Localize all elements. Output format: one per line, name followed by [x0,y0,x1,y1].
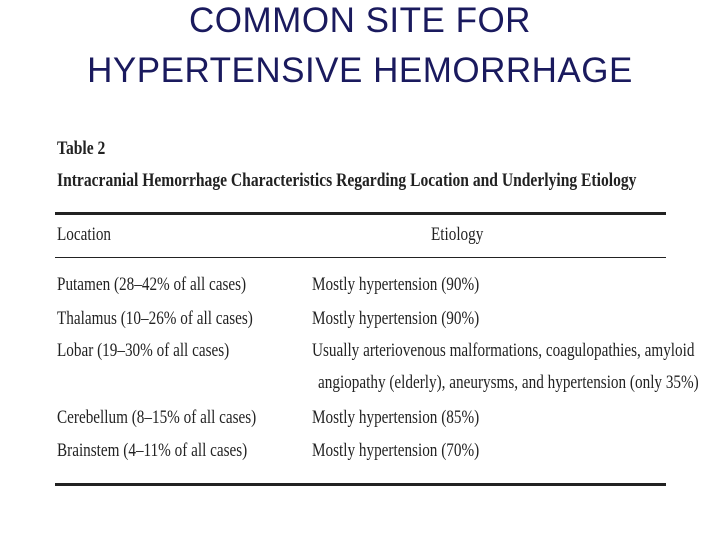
table-bottom-rule [55,483,666,486]
table-label: Table 2 [57,138,106,159]
column-header-location: Location [57,224,112,245]
row-2-location: Thalamus (10–26% of all cases) [57,308,253,329]
row-3-etiology-line-2: angiopathy (elderly), aneurysms, and hypertension (only 35%) [318,372,699,393]
row-4-location: Cerebellum (8–15% of all cases) [57,407,257,428]
slide-title-line-1: COMMON SITE FOR [189,1,531,40]
row-1-location: Putamen (28–42% of all cases) [57,274,247,295]
row-3-location: Lobar (19–30% of all cases) [57,340,230,361]
table-figure [55,136,699,486]
table-top-rule [55,212,666,215]
column-header-etiology: Etiology [431,224,484,245]
row-3-etiology-line-1: Usually arteriovenous malformations, coagulopathies, amyloid [312,340,695,361]
slide-title-line-2: HYPERTENSIVE HEMORRHAGE [87,51,633,90]
row-5-location: Brainstem (4–11% of all cases) [57,440,248,461]
table-header-rule [55,257,666,258]
table-caption: Intracranial Hemorrhage Characteristics Regarding Location and Underlying Etiology [57,170,637,191]
row-4-etiology: Mostly hypertension (85%) [312,407,480,428]
row-2-etiology: Mostly hypertension (90%) [312,308,480,329]
row-5-etiology: Mostly hypertension (70%) [312,440,480,461]
row-1-etiology: Mostly hypertension (90%) [312,274,480,295]
